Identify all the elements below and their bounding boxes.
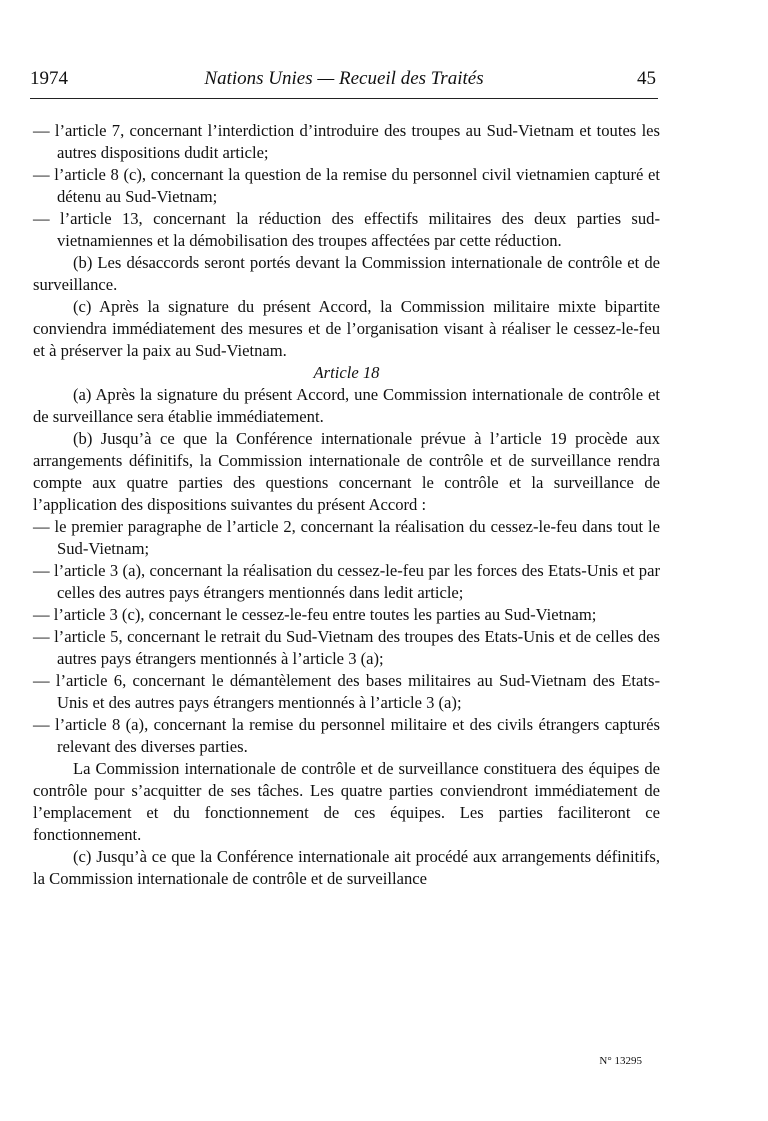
list-item: — l’article 3 (a), concernant la réalisation du cessez-le-feu par les forces des Etats-Unis et par celles des autres pays étrangers mentionnés dans ledit article;	[33, 561, 660, 602]
list-item: — l’article 8 (a), concernant la remise du personnel militaire et des civils étrangers capturés relevant des diverses parties.	[33, 715, 660, 756]
document-body	[33, 120, 660, 890]
paragraph-c: (c) Après la signature du présent Accord, la Commission militaire mixte bipartite conviendra immédiatement des mesures et de l’organisation visant à réaliser le cessez-le-feu et à préserver la paix au Sud-Vietnam.	[33, 297, 660, 360]
page-number: 45	[637, 68, 656, 89]
article-paragraph-b: (b) Jusqu’à ce que la Conférence internationale prévue à l’article 19 procède aux arrangements définitifs, la Commission internationale de contrôle et de surveillance rendra compte aux quatre parties des questions concernant le contrôle et la surveillance de l’application des dispositions suivantes du présent Accord :	[33, 429, 660, 514]
paragraph-b: (b) Les désaccords seront portés devant la Commission internationale de contrôle et de surveillance.	[33, 253, 660, 294]
commission-paragraph: La Commission internationale de contrôle et de surveillance constituera des équipes de contrôle pour s’acquitter de ses tâches. Les quatre parties conviendront immédiatement de l’emplacement et du fonctionnement de ces équipes. Les parties faciliteront ce fonctionnement.	[33, 759, 660, 844]
running-header	[30, 62, 658, 99]
article-paragraph-c: (c) Jusqu’à ce que la Conférence internationale ait procédé aux arrangements définitifs, la Commission internationale de contrôle et de surveillance	[33, 847, 660, 888]
header-title: Nations Unies — Recueil des Traités	[204, 68, 484, 89]
list-item: — l’article 5, concernant le retrait du Sud-Vietnam des troupes des Etats-Unis et de celles des autres pays étrangers mentionnés à l’article 3 (a);	[33, 627, 660, 668]
document-number: N° 13295	[599, 1055, 642, 1067]
article-heading: Article 18	[313, 363, 380, 382]
list-item: — l’article 8 (c), concernant la question de la remise du personnel civil vietnamien capturé et détenu au Sud-Vietnam;	[33, 165, 660, 206]
article-paragraph-a: (a) Après la signature du présent Accord, une Commission internationale de contrôle et de surveillance sera établie immédiatement.	[33, 385, 660, 426]
list-item: — l’article 3 (c), concernant le cessez-le-feu entre toutes les parties au Sud-Vietnam;	[33, 605, 597, 624]
list-item: — l’article 7, concernant l’interdiction d’introduire des troupes au Sud-Vietnam et toutes les autres dispositions dudit article;	[33, 121, 660, 162]
header-year: 1974	[30, 68, 68, 89]
list-item: — l’article 13, concernant la réduction des effectifs militaires des deux parties sud-vietnamiennes et la démobilisation des troupes affectées par cette réduction.	[33, 209, 660, 250]
list-item: — l’article 6, concernant le démantèlement des bases militaires au Sud-Vietnam des Etats-Unis et des autres pays étrangers mentionnés à l’article 3 (a);	[33, 671, 660, 712]
list-item: — le premier paragraphe de l’article 2, concernant la réalisation du cessez-le-feu dans tout le Sud-Vietnam;	[33, 517, 660, 558]
